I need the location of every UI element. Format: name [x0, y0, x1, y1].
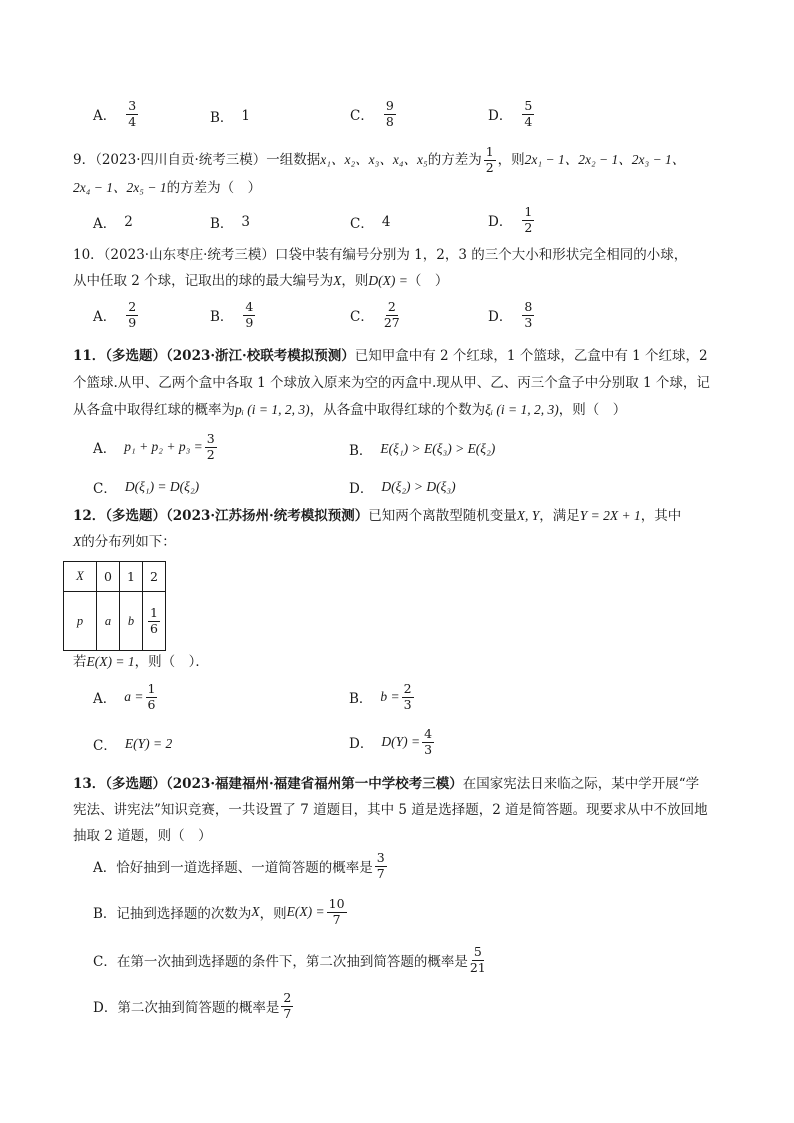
q13-line3: 抽取 2 道题，则（ ） — [73, 828, 212, 844]
fraction: $\frac{1}{2}$ — [485, 144, 494, 175]
q9-option-b: B． 3 — [210, 214, 251, 232]
q13-option-a: A．恰好抽到一道选择题、一道简答题的概率是 $\frac{3}{7}$ — [93, 850, 385, 881]
q10-option-b: B． $\frac{4}{9}$ — [210, 299, 254, 330]
table-cell: b — [120, 592, 143, 651]
fraction: $\frac{3}{7}$ — [376, 850, 385, 881]
distribution-table — [63, 561, 166, 651]
table-cell: X — [64, 562, 97, 592]
fraction: $\frac{2}{3}$ — [403, 681, 412, 712]
q12-line1: 12．（多选题）（2023·江苏扬州·统考模拟预测）已知两个离散型随机变量X, Y，满足Y = 2X + 1，其中 — [73, 508, 682, 524]
fraction: $\frac{1}{6}$ — [147, 681, 156, 712]
q11-option-d: D． D(ξ₂) > D(ξ₃) — [349, 479, 456, 497]
fraction: $\frac{5}{4}$ — [524, 98, 533, 129]
q11-line1: 11．（多选题）（2023·浙江·校联考模拟预测）已知甲盒中有 2 个红球，1 个篮球，乙盒中有 1 个红球，2 — [73, 348, 708, 364]
q10-option-c: C． $\frac{2}{27}$ — [350, 299, 400, 330]
fraction: $\frac{3}{2}$ — [206, 431, 215, 462]
table-row — [64, 562, 166, 592]
q12-option-c: C． E(Y) = 2 — [93, 736, 173, 754]
table-cell: 1 — [120, 562, 143, 592]
q13-line2: 宪法、讲宪法”知识竞赛，一共设置了 7 道题目，其中 5 道是选择题，2 道是简答题。现要求从中不放回地 — [73, 802, 708, 818]
fraction: $\frac{4}{9}$ — [245, 299, 254, 330]
fraction: $\frac{5}{21}$ — [469, 944, 486, 975]
q9-option-d: D． $\frac{1}{2}$ — [488, 204, 533, 235]
fraction: $\frac{8}{3}$ — [524, 299, 533, 330]
fraction: $\frac{10}{7}$ — [328, 896, 345, 927]
fraction: $\frac{1}{2}$ — [524, 204, 533, 235]
q10-option-a: A． $\frac{2}{9}$ — [93, 299, 137, 330]
q12-line2: X的分布列如下： — [73, 534, 176, 550]
fraction: $\frac{2}{9}$ — [128, 299, 137, 330]
q10-option-d: D． $\frac{8}{3}$ — [488, 299, 533, 330]
q9-option-c: C． 4 — [350, 214, 391, 232]
q11-line2: 个篮球.从甲、乙两个盒中各取 1 个球放入原来为空的丙盒中.现从甲、乙、丙三个盒子中分别取 1 个球，记 — [73, 375, 710, 391]
fraction: $\frac{4}{3}$ — [424, 726, 433, 757]
q13-option-c: C．在第一次抽到选择题的条件下，第二次抽到简答题的概率是 $\frac{5}{21}$ — [93, 944, 486, 975]
q12-option-b: B． b = $\frac{2}{3}$ — [349, 681, 412, 712]
q12-condition: 若E(X) = 1，则（ ）． — [73, 654, 209, 670]
table-cell: 2 — [143, 562, 166, 592]
fraction: $\frac{1}{6}$ — [150, 605, 158, 636]
q10-line1: 10．（2023·山东枣庄·统考三模）口袋中装有编号分别为 1，2，3 的三个大小和形状完全相同的小球， — [73, 247, 688, 263]
table-cell: p — [64, 592, 97, 651]
q9-line2: 2x₄ − 1、2x₅ − 1的方差为（ ） — [73, 180, 262, 196]
q11-option-c: C． D(ξ₁) = D(ξ₂) — [93, 479, 200, 497]
fraction: $\frac{2}{7}$ — [283, 990, 292, 1021]
table-cell: a — [97, 592, 120, 651]
table-cell: 0 — [97, 562, 120, 592]
q9-option-a: A． 2 — [93, 214, 133, 232]
q10-line2: 从中任取 2 个球，记取出的球的最大编号为X，则D(X) =（ ） — [73, 273, 449, 289]
q11-option-b: B． E(ξ₁) > E(ξ₃) > E(ξ₂) — [349, 441, 496, 459]
q13-line1: 13．（多选题）（2023·福建福州·福建省福州第一中学校考三模）在国家宪法日来临之际，某中学开展“学 — [73, 776, 700, 792]
q8-option-d: D． $\frac{5}{4}$ — [488, 98, 533, 129]
fraction: $\frac{3}{4}$ — [128, 98, 137, 129]
q8-option-c: C． $\frac{9}{8}$ — [350, 98, 394, 129]
fraction: $\frac{9}{8}$ — [385, 98, 394, 129]
table-cell — [143, 592, 166, 651]
q11-line3: 从各盒中取得红球的概率为pᵢ (i = 1, 2, 3)，从各盒中取得红球的个数为ξᵢ (i = 1, 2, 3)，则（ ） — [73, 402, 627, 418]
table-row — [64, 592, 166, 651]
q8-option-b: B． 1 — [210, 108, 251, 126]
q12-option-a: A． a = $\frac{1}{6}$ — [93, 681, 156, 712]
q11-option-a: A． p₁ + p₂ + p₃ = $\frac{3}{2}$ — [93, 431, 215, 462]
q8-option-a: A． $\frac{3}{4}$ — [93, 98, 137, 129]
q9-line1: 9．（2023·四川自贡·统考三模）一组数据 x₁、x₂、x₃、x₄、x₅ 的方差为 $\frac{1}{2}$ ，则 2x₁ − 1、2x₂ − 1、2x₃ − 1、 — [73, 144, 686, 175]
q12-option-d: D． D(Y) = $\frac{4}{3}$ — [349, 726, 433, 757]
q13-option-d: D．第二次抽到简答题的概率是 $\frac{2}{7}$ — [93, 990, 292, 1021]
fraction: $\frac{2}{27}$ — [383, 299, 400, 330]
q13-option-b: B．记抽到选择题的次数为 X ，则 E(X) = $\frac{10}{7}$ — [93, 896, 345, 927]
